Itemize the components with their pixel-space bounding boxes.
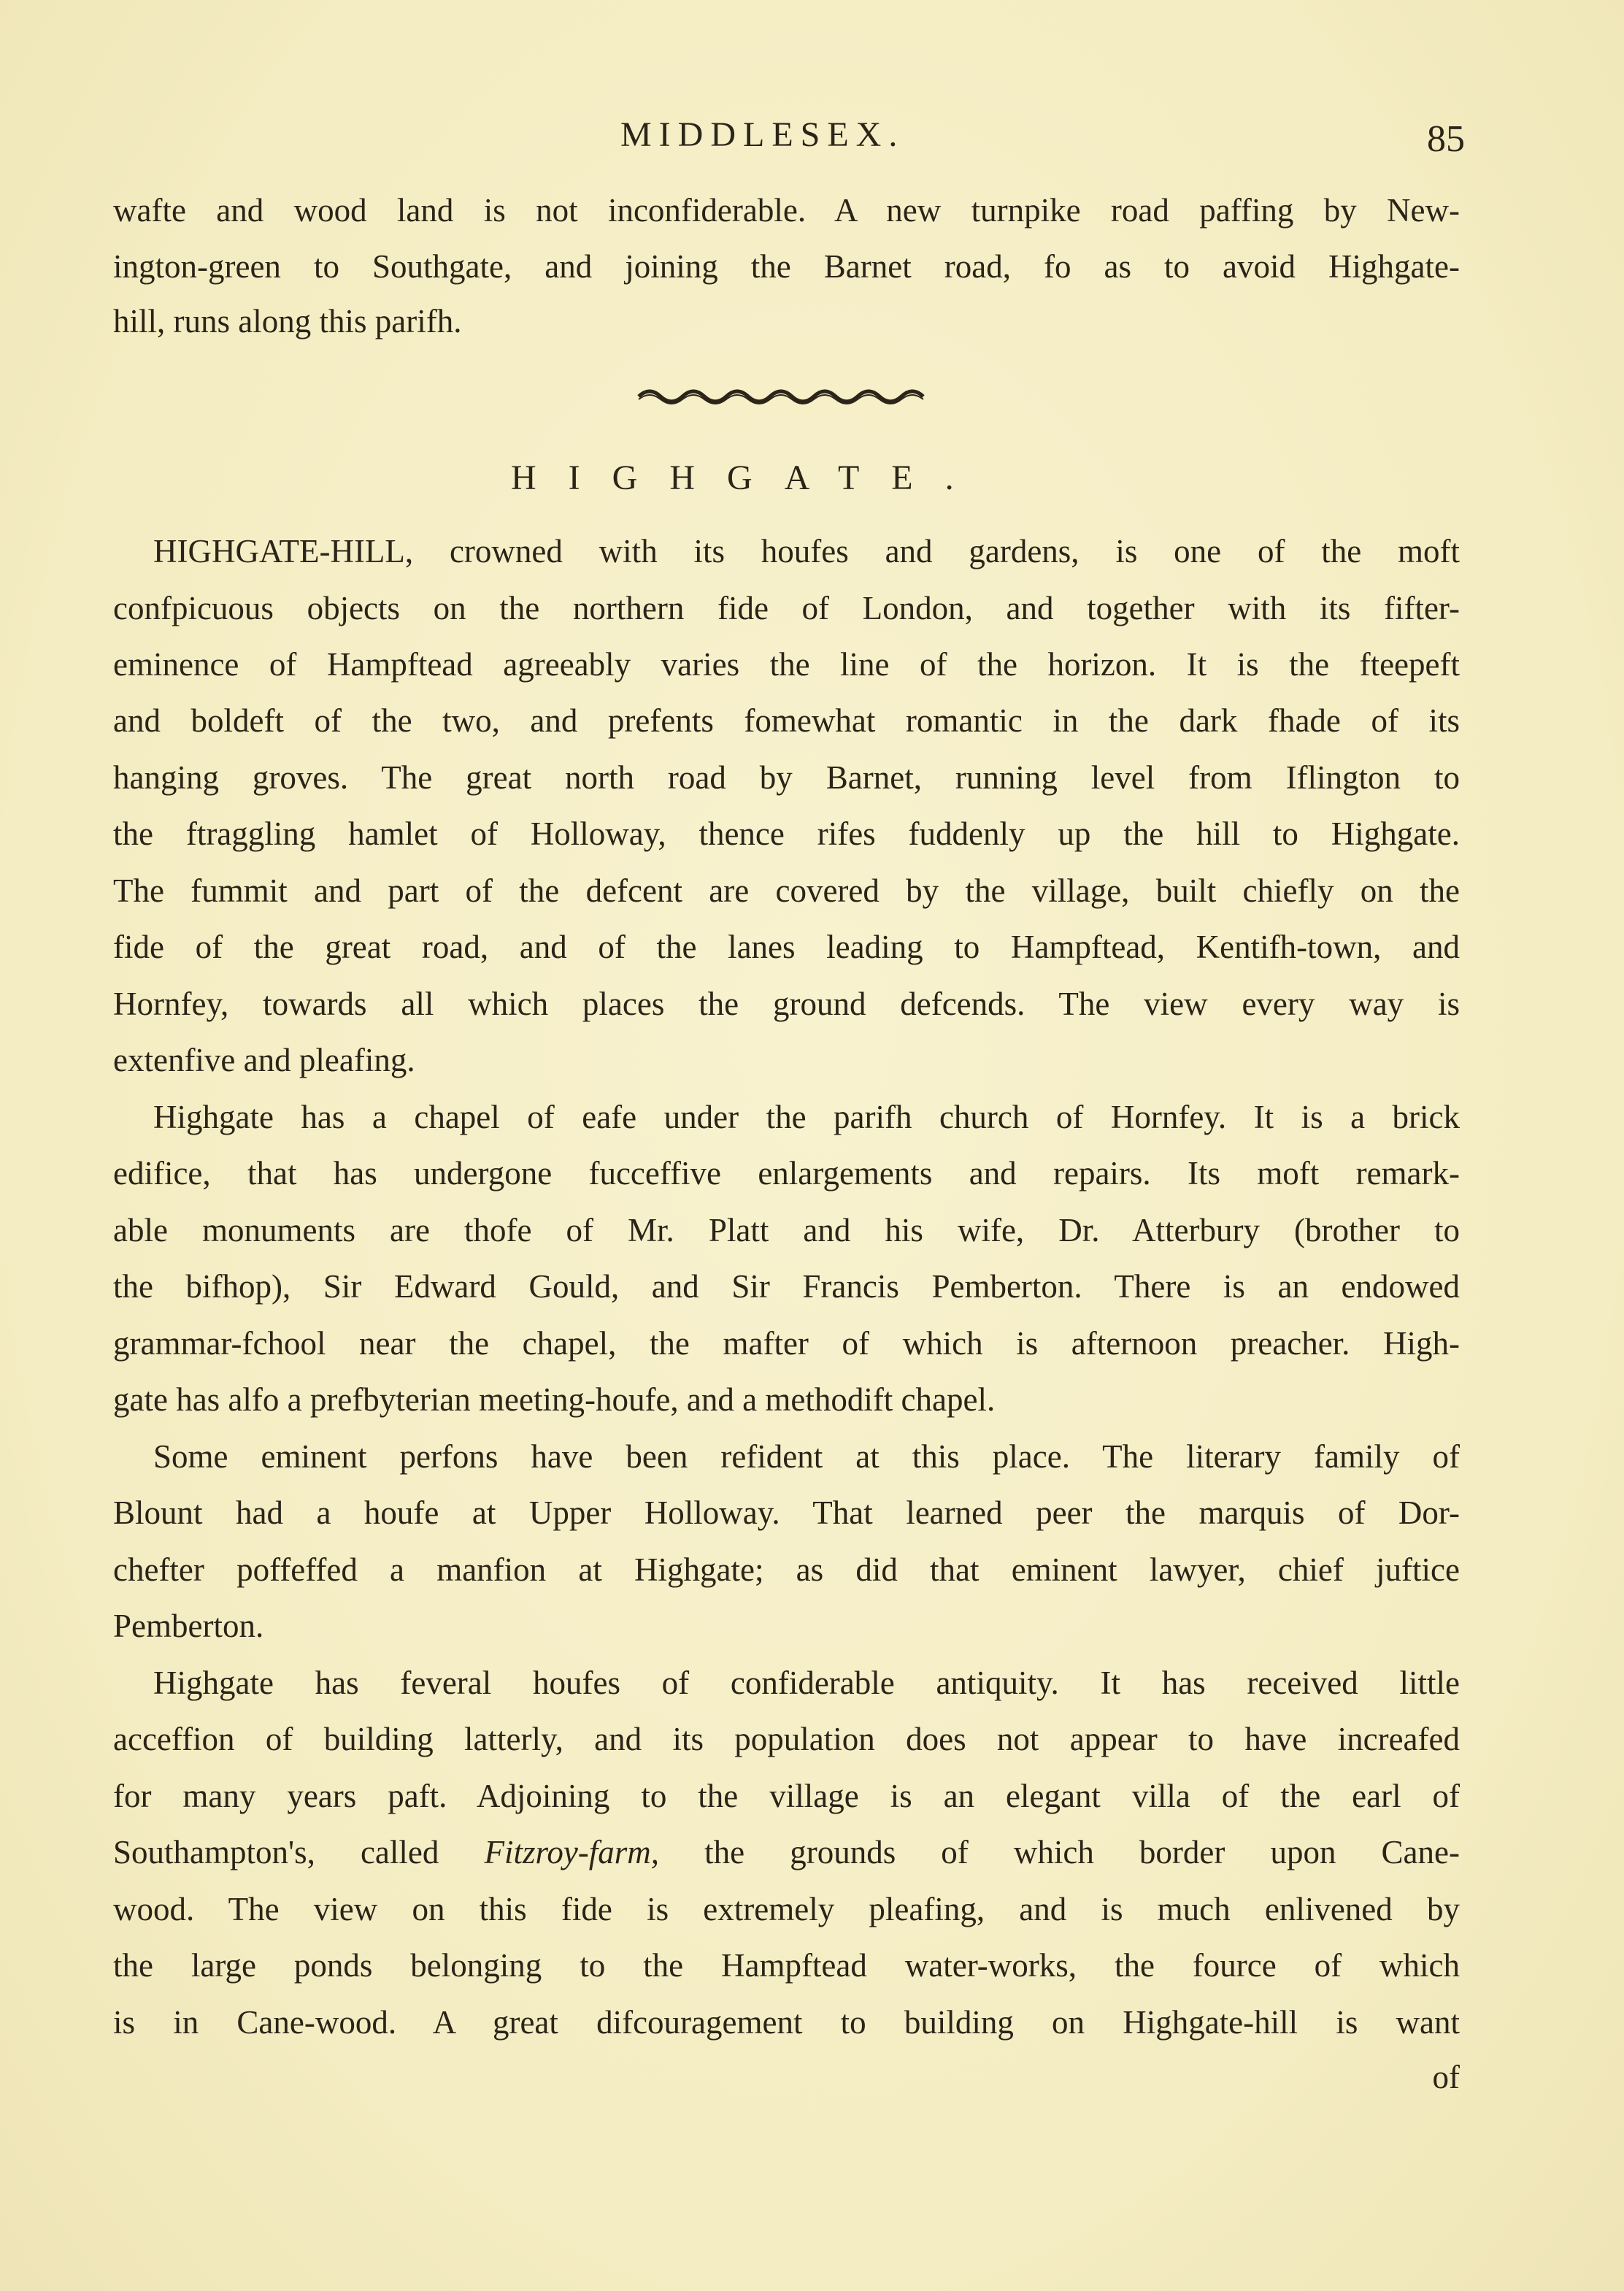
text-line: gate has alfo a prefbyterian meeting-houfe, and a methodift chapel. bbox=[113, 1381, 996, 1418]
section-heading: HIGHGATE. bbox=[511, 458, 986, 497]
text-line: Hornfey, towards all which places the ground defcends. The view every way is bbox=[113, 986, 1460, 1022]
text-line: The fummit and part of the defcent are covered by the village, built chiefly on the bbox=[113, 872, 1460, 909]
text-line: hill, runs along this parifh. bbox=[113, 303, 462, 339]
text-line: chefter poffeffed a manfion at Highgate; as did that eminent lawyer, chief juftice bbox=[113, 1551, 1460, 1588]
catchword: of bbox=[1432, 2059, 1460, 2095]
italic-place-name: Fitzroy-farm, bbox=[484, 1834, 660, 1870]
text-line: the bifhop), Sir Edward Gould, and Sir Francis Pemberton. There is an endowed bbox=[113, 1268, 1460, 1305]
text-line: wood. The view on this fide is extremely pleafing, and is much enlivened by bbox=[113, 1891, 1460, 1927]
text-line: fide of the great road, and of the lanes leading to Hampftead, Kentifh-town, and bbox=[113, 929, 1460, 965]
text-line: the ftraggling hamlet of Holloway, thence rifes fuddenly up the hill to Highgate. bbox=[113, 816, 1460, 852]
text-line: edifice, that has undergone fucceffive enlargements and repairs. Its moft remark- bbox=[113, 1155, 1460, 1191]
text-line bbox=[113, 1830, 1460, 1874]
text-line: Highgate has feveral houfes of confiderable antiquity. It has received little bbox=[153, 1665, 1460, 1701]
text-line: Some eminent perfons have been refident at this place. The literary family of bbox=[153, 1438, 1460, 1475]
text-line: wafte and wood land is not inconfiderable. A new turnpike road paffing by New- bbox=[113, 192, 1460, 229]
text-segment: the grounds of which border upon Cane- bbox=[659, 1834, 1460, 1870]
text-line: ington-green to Southgate, and joining the Barnet road, fo as to avoid Highgate- bbox=[113, 248, 1460, 285]
text-line: acceffion of building latterly, and its population does not appear to have increafed bbox=[113, 1721, 1460, 1757]
text-line: able monuments are thofe of Mr. Platt and his wife, Dr. Atterbury (brother to bbox=[113, 1212, 1460, 1248]
text-line: the large ponds belonging to the Hampftead water-works, the fource of which bbox=[113, 1947, 1460, 1984]
text-line: for many years paft. Adjoining to the village is an elegant villa of the earl of bbox=[113, 1778, 1460, 1814]
text-line: Highgate has a chapel of eafe under the parifh church of Hornfey. It is a brick bbox=[153, 1099, 1460, 1135]
text-line: hanging groves. The great north road by Barnet, running level from Iflington to bbox=[113, 759, 1460, 796]
text-line: eminence of Hampftead agreeably varies the line of the horizon. It is the fteepeft bbox=[113, 646, 1460, 683]
wave-ornament-icon bbox=[635, 383, 934, 405]
page-number: 85 bbox=[1427, 118, 1465, 160]
running-title: MIDDLESEX. bbox=[620, 115, 905, 154]
text-line: Blount had a houfe at Upper Holloway. That learned peer the marquis of Dor- bbox=[113, 1494, 1460, 1531]
text-line: grammar-fchool near the chapel, the mafter of which is afternoon preacher. High- bbox=[113, 1325, 1460, 1362]
text-line: and boldeft of the two, and prefents fomewhat romantic in the dark fhade of its bbox=[113, 702, 1460, 739]
text-line: confpicuous objects on the northern fide of London, and together with its fifter- bbox=[113, 590, 1460, 626]
running-head bbox=[0, 110, 1624, 161]
text-line: Pemberton. bbox=[113, 1608, 264, 1644]
text-segment: Southampton's, called bbox=[113, 1834, 485, 1870]
text-line: is in Cane-wood. A great difcouragement to building on Highgate-hill is want bbox=[113, 2004, 1460, 2041]
text-line: extenfive and pleafing. bbox=[113, 1042, 415, 1078]
text-line: HIGHGATE-HILL, crowned with its houfes and gardens, is one of the moft bbox=[153, 533, 1460, 569]
